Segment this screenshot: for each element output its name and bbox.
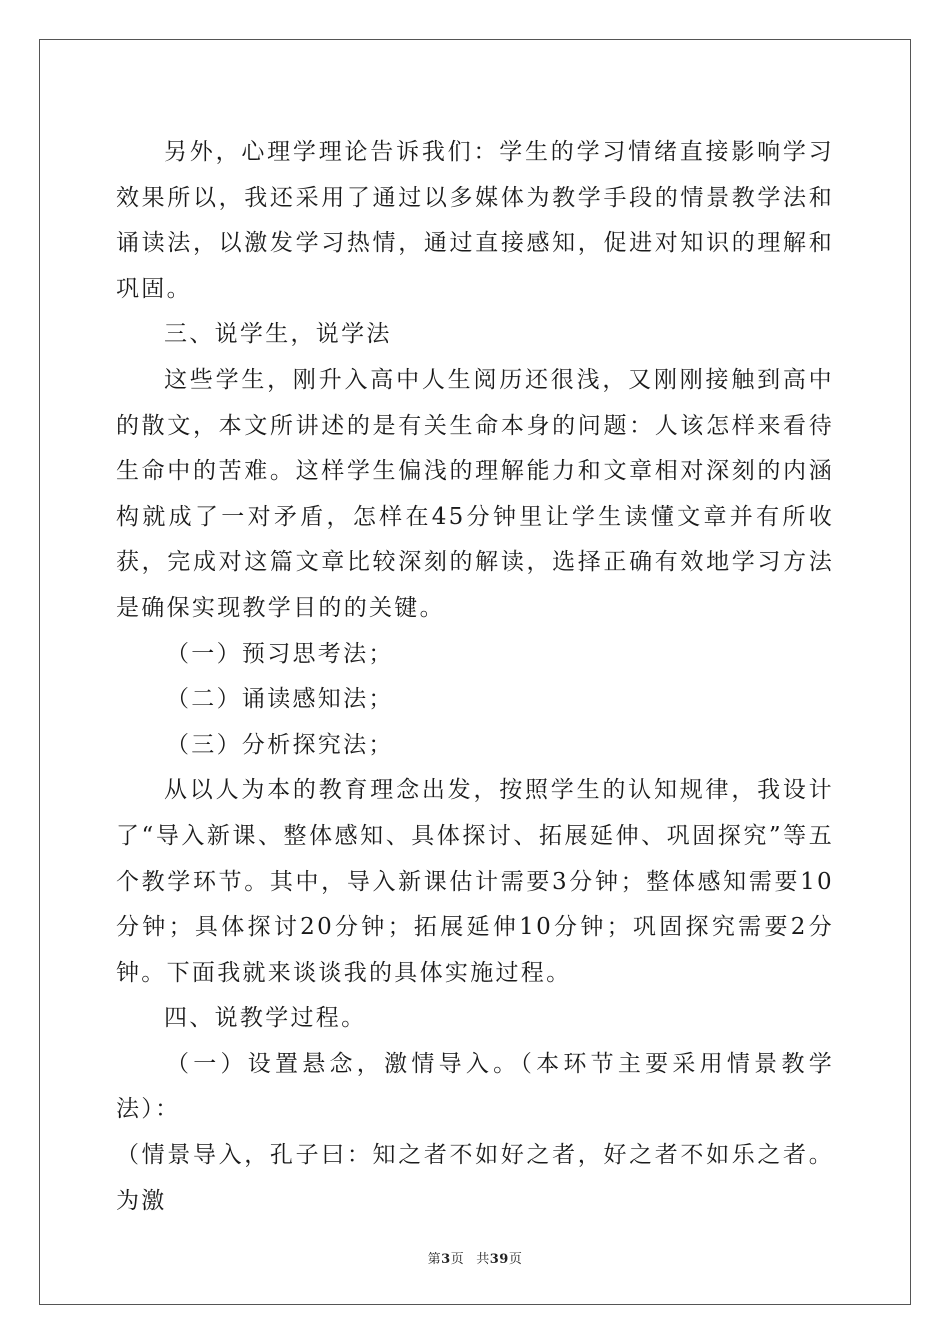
list-item-method-1: （一）预习思考法； <box>166 640 394 667</box>
list-item-method-2: （二）诵读感知法； <box>166 686 394 713</box>
paragraph-students: 这些学生，刚升入高中人生阅历还很浅，又刚刚接触到高中的散文，本文所讲述的是有关生命本身的问题：人该怎样来看待生命中的苦难。这样学生偏浅的理解能力和文章相对深刻的内涵构就成了一对矛盾，怎样在45分钟里让学生读懂文章并有所收获，完成对这篇文章比较深刻的解读，选择正确有效地学习方法是确保实现教学目的的关键。 <box>116 366 834 621</box>
footer-page-prefix: 第 <box>427 1252 442 1267</box>
list-item-method-3: （三）分析探究法； <box>166 731 394 758</box>
document-body <box>116 130 834 1224</box>
footer-page-suffix: 页 <box>450 1252 465 1267</box>
section-heading-students: 三、说学生，说学法 <box>164 321 392 348</box>
footer-total-suffix: 页 <box>508 1252 523 1267</box>
page-footer <box>0 1248 950 1267</box>
sub-heading-introduction: （一）设置悬念，激情导入。（本环节主要采用情景教学法）： <box>116 1050 834 1123</box>
footer-total-prefix: 共 <box>476 1252 490 1267</box>
footer-total-pages: 39 <box>489 1252 509 1267</box>
paragraph-teaching-design: 从以人为本的教育理念出发，按照学生的认知规律，我设计了“导入新课、整体感知、具体探讨、拓展延伸、巩固探究”等五个教学环节。其中，导入新课估计需要3分钟；整体感知需要10分钟；具体探讨20分钟；拓展延伸10分钟；巩固探究需要2分钟。下面我就来谈谈我的具体实施过程。 <box>116 777 834 986</box>
footer-page-number: 3 <box>441 1252 451 1267</box>
paragraph-psychology: 另外，心理学理论告诉我们：学生的学习情绪直接影响学习效果所以，我还采用了通过以多媒体为教学手段的情景教学法和诵读法，以激发学习热情，通过直接感知，促进对知识的理解和巩固。 <box>116 139 834 302</box>
paragraph-scenario-intro: （情景导入，孔子曰：知之者不如好之者，好之者不如乐之者。为激 <box>116 1142 834 1214</box>
section-heading-process: 四、说教学过程。 <box>164 1005 367 1032</box>
